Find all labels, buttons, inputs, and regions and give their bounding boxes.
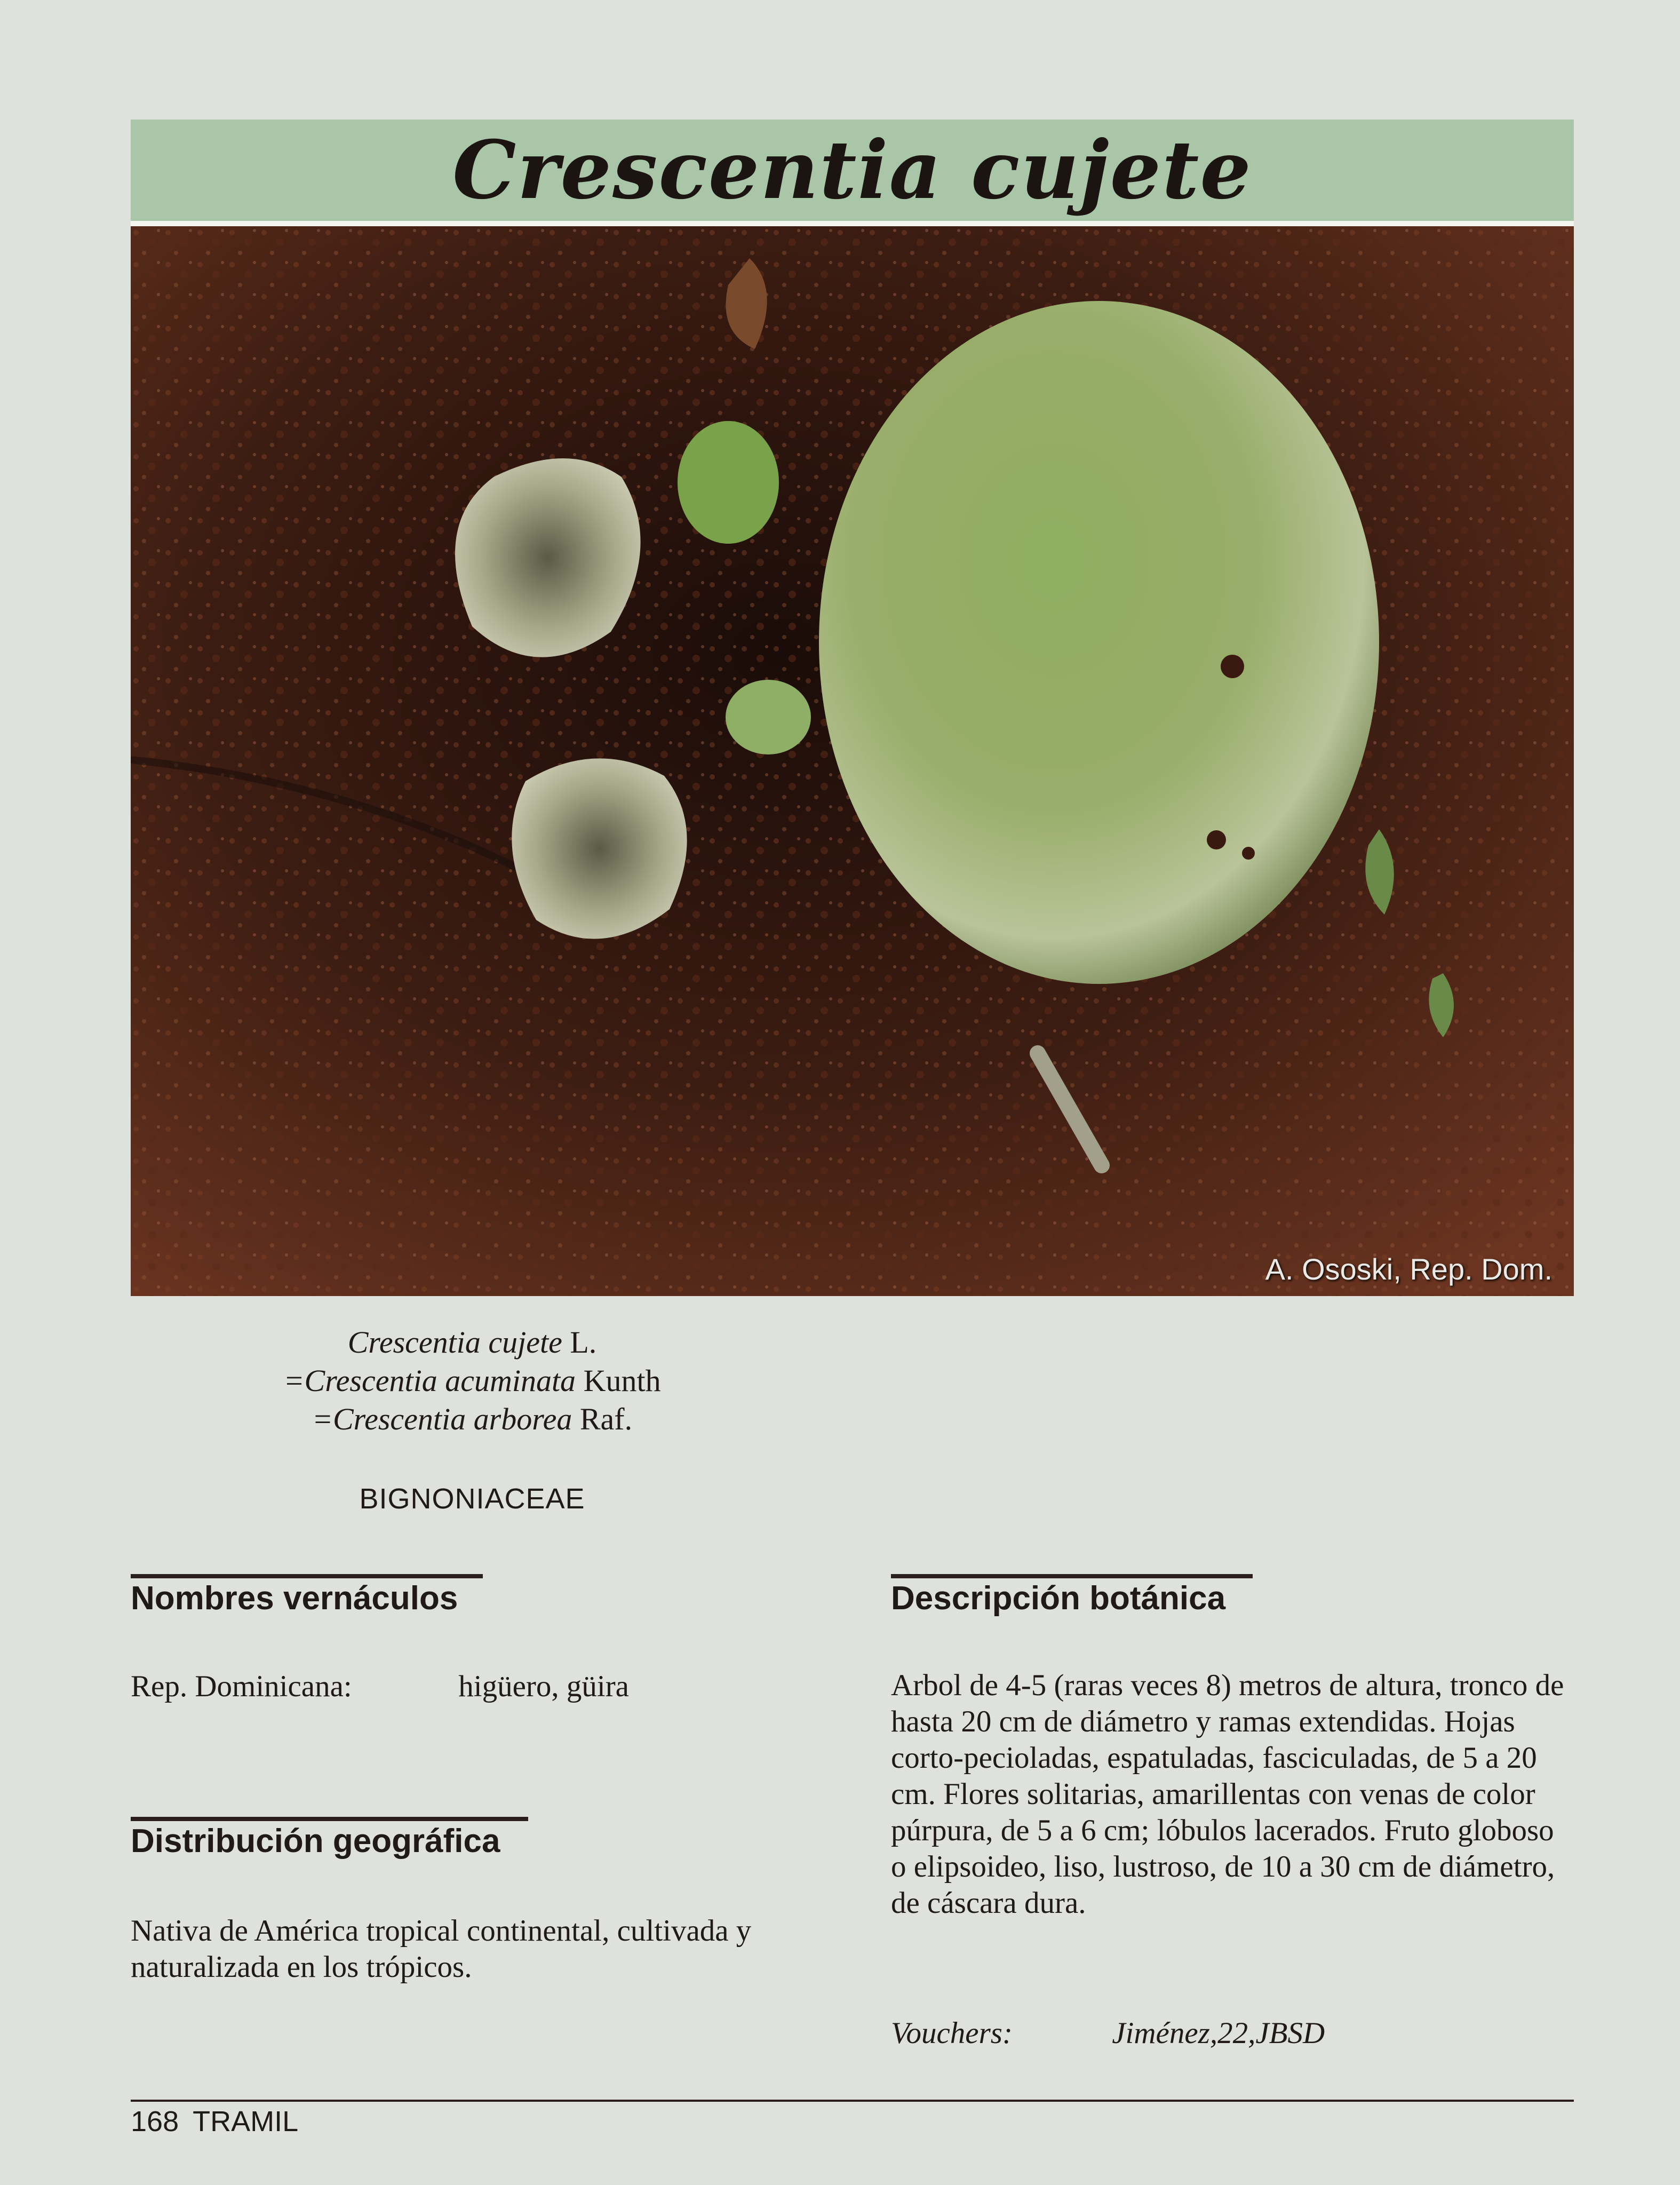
description-heading-rule bbox=[891, 1574, 1253, 1578]
vouchers-value: Jiménez,22,JBSD bbox=[1112, 2016, 1325, 2050]
vernacular-names: higüero, güira bbox=[458, 1670, 629, 1703]
synonym-line: =Crescentia acuminata Kunth bbox=[283, 1363, 661, 1398]
vouchers-label: Vouchers: bbox=[891, 2016, 1013, 2050]
vouchers-row bbox=[891, 2016, 1325, 2051]
title-band bbox=[131, 120, 1574, 221]
species-synonyms bbox=[208, 1323, 736, 1439]
photo-credit: A. Ososki, Rep. Dom. bbox=[1265, 1252, 1552, 1286]
vernacular-heading-rule bbox=[131, 1574, 483, 1578]
calabash-fruit-and-flowers-image bbox=[131, 226, 1574, 1296]
page-footer bbox=[131, 2105, 298, 2138]
description-text: Arbol de 4-5 (raras veces 8) metros de altura, tronco de hasta 20 cm de diámetro y ramas extendidas. Hojas corto-pecioladas, espatuladas, fasciculadas, de 5 a 20 cm. Flores solitarias, amarillentas con venas de color púrpura, de 5 a 6 cm; lóbulos lacerados. Fruto globoso o elipsoideo, liso, lustroso, de 10 a 30 cm de diámetro, de cáscara dura. bbox=[891, 1668, 1564, 1920]
page-number: 168 bbox=[131, 2105, 179, 2138]
distribution-heading: Distribución geográfica bbox=[131, 1823, 500, 1860]
plant-family: BIGNONIACEAE bbox=[359, 1483, 585, 1515]
distribution-heading-rule bbox=[131, 1817, 528, 1821]
vernacular-row bbox=[131, 1669, 629, 1704]
synonym-line: Crescentia cujete L. bbox=[347, 1325, 597, 1360]
footer-divider bbox=[131, 2100, 1574, 2102]
vernacular-country: Rep. Dominicana: bbox=[131, 1670, 352, 1703]
title-divider bbox=[131, 221, 1574, 226]
synonym-line: =Crescentia arborea Raf. bbox=[312, 1402, 633, 1436]
plant-photo bbox=[131, 226, 1574, 1296]
distribution-text: Nativa de América tropical continental, cultivada y naturalizada en los trópicos. bbox=[131, 1914, 752, 1984]
publication-name: TRAMIL bbox=[193, 2105, 299, 2138]
vernacular-heading: Nombres vernáculos bbox=[131, 1580, 458, 1617]
page-title: Crescentia cujete bbox=[452, 123, 1252, 217]
description-heading: Descripción botánica bbox=[891, 1580, 1226, 1617]
